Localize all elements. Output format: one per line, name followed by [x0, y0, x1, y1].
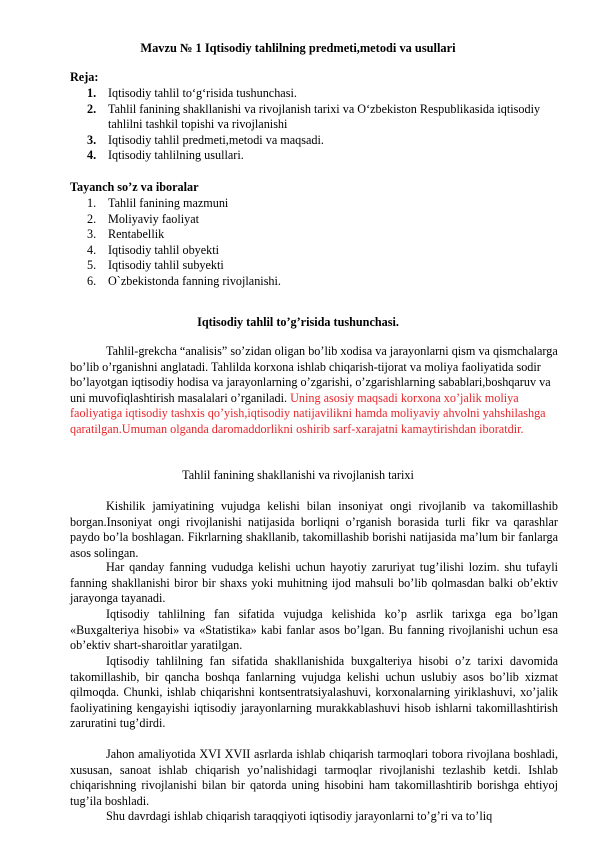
list-item: 3. Iqtisodiy tahlil predmeti,metodi va maqsadi. — [87, 132, 324, 147]
document-title: Mavzu № 1 Iqtisodiy tahlilning predmeti,metodi va usullari — [140, 41, 456, 55]
list-item: 1. Iqtisodiy tahlil to‘g‘risida tushunchasi. — [87, 86, 297, 100]
body-paragraph: Shu davrdagi ishlab chiqarish taraqqiyoti iqtisodiy jarayonlarni to’g’ri va to’liq — [106, 809, 493, 823]
body-paragraph: Har qanday fanning vududga kelishi uchun hayotiy zaruriyat tug’ilishi lozim. shu tufayli fanning shakllanishi biror bir shaxs yoki muhitning ijod mahsuli bo’lib qolmasdan balki ob’ektiv jarayonga tayanadi. — [70, 560, 558, 605]
list-item: 2. Tahlil fanining shakllanishi va rivojlanish tarixi va O‘zbekiston Respublikasida iqtisodiy tahlilni tashkil topishi va rivojlanishi — [87, 101, 541, 131]
list-item: 2. Moliyaviy faoliyat — [87, 211, 200, 226]
list-item: 3. Rentabellik — [87, 227, 165, 241]
body-paragraph: Kishilik jamiyatining vujudga kelishi bilan insoniyat ongi rivojlanib va takomillashib borgan.Insoniyat ongi rivojlanishi natijasida borliqni o’rganish borasida turli fikr va qarashlar paydo bo’la boshlagan. Fikrlarning shakllanib, takomillashib borishi natijasida ma’lum bir fanlarga asos solingan. — [70, 499, 558, 560]
section-subheading: Tahlil fanining shakllanishi va rivojlanish tarixi — [182, 468, 414, 482]
list-item: 1. Tahlil fanining mazmuni — [87, 196, 229, 210]
list-item: 5. Iqtisodiy tahlil subyekti — [87, 258, 224, 272]
paragraph-text: Tahlil-grekcha “analisis” so’zidan oligan bo’lib xodisa va jarayonlarni qism va qismchalarga bo’lib o’rganishni anglatadi. Tahlilda korxona ishlab chiqarish-tijorat va moliya faoliyatida sodir bo’layotgan iqtisodiy hodisa va jarayonlarning o’zgarishi, o’zgarishlarning sabablari,boshqaruv va uni muvofiqlashtirish masalalari o’rganiladi. — [70, 344, 558, 405]
body-paragraph: Iqtisodiy tahlilning fan sifatida vujudga kelishida ko’p asrlik tarixga ega bo’lgan «Buxgalteriya hisobi» va «Statistika» kabi fanlar asos bo’lgan. Bu fanning rivojlanishi uchun esa ob’ektiv shart-sharoitlar yaratilgan. — [70, 607, 558, 652]
section-heading: Iqtisodiy tahlil to’g’risida tushunchasi. — [197, 315, 399, 329]
list-item: 6. O`zbekistonda fanning rivojlanishi. — [87, 273, 281, 288]
highlighted-text: Uning asosiy maqsadi korxona xo’jalik moliya faoliyatiga iqtisodiy tashxis qo’yish,iqtisodiy natijavilikni hamda moliyaviy ahvolni yahshilashga qaratilgan.Umuman olganda daromaddorlikni oshirib sarf-xarajatni kamaytirishdan iboratdir. — [70, 390, 546, 436]
tayanch-list — [82, 196, 558, 289]
reja-list — [82, 86, 558, 164]
list-item: 4. Iqtisodiy tahlilning usullari. — [87, 148, 244, 162]
body-paragraph: Jahon amaliyotida XVI XVII asrlarda ishlab chiqarish tarmoqlari tobora rivojlana boshladi, xususan, sanoat ishlab chiqarish yo’nalishidagi tarmoqlar rivojlanishi tezlashib ketdi. Ishlab chiqarishning rivojlanishi bilan bir qatorda uning hisobini ham takomillashtirib borishga ehtiyoj tug’ila boshladi. — [70, 747, 558, 808]
body-paragraph: Iqtisodiy tahlilning fan sifatida shakllanishida buxgalteriya hisobi o’z tarixi davomida takomillashib, bir qancha boshqa fanlarning vujudga kelishi uchun uslubiy asos bo’lib xizmat qilmoqda. Chunki, ishlab chiqarishni kontsentratsiyalashuvi, korxonalarning yiriklashuvi, xo’jalik faoliyatining kengayishi iqtisodiy jarayonlarning murakkablashuvi hisob ishlarni takomillashtirish zaruratini tug’dirdi. — [70, 654, 558, 730]
tayanch-heading: Tayanch so’z va iboralar — [70, 180, 199, 194]
reja-heading: Reja: — [70, 70, 99, 84]
list-item: 4. Iqtisodiy tahlil obyekti — [87, 242, 220, 257]
intro-paragraph — [70, 344, 558, 437]
